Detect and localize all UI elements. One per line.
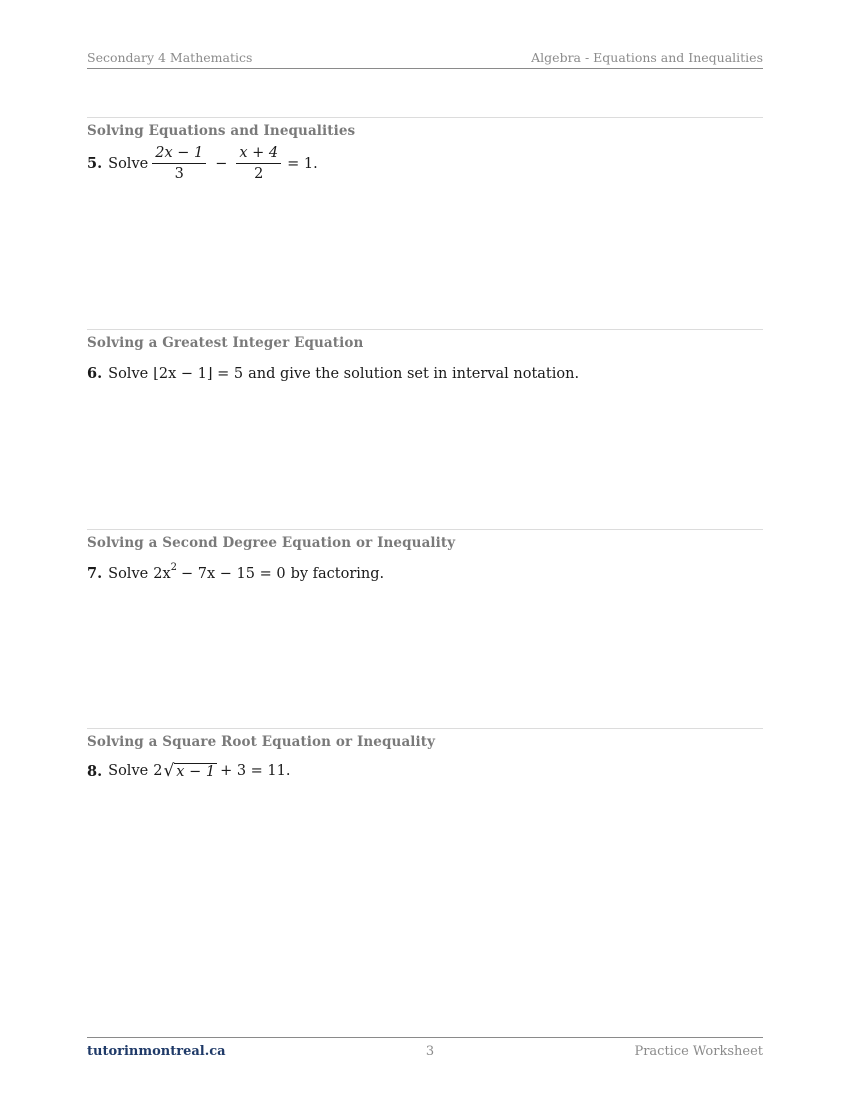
exponent: 2 bbox=[170, 562, 177, 573]
section-divider bbox=[87, 728, 763, 729]
page-number: 3 bbox=[425, 1044, 435, 1059]
section-divider bbox=[87, 529, 763, 530]
footer-site-link[interactable]: tutorinmontreal.ca bbox=[87, 1044, 226, 1059]
floor-expression: ⌊2x − 1⌋ = 5 bbox=[153, 365, 244, 382]
header-course: Secondary 4 Mathematics bbox=[87, 50, 253, 65]
quadratic-term: 2x bbox=[153, 565, 171, 582]
section-5 bbox=[87, 117, 763, 182]
problem-lead: Solve bbox=[108, 155, 149, 172]
problem-7 bbox=[87, 562, 763, 582]
problem-tail: and give the solution set in interval notation. bbox=[248, 365, 580, 382]
problem-lead: Solve bbox=[108, 565, 149, 582]
square-root bbox=[163, 762, 217, 780]
problem-number: 5. bbox=[87, 155, 103, 172]
section-7 bbox=[87, 529, 763, 582]
section-8 bbox=[87, 728, 763, 780]
problem-tail: = 1. bbox=[287, 155, 318, 172]
page-header bbox=[87, 51, 763, 69]
section-divider bbox=[87, 329, 763, 330]
problem-5 bbox=[87, 145, 763, 182]
section-6 bbox=[87, 329, 763, 382]
problem-number: 8. bbox=[87, 762, 103, 780]
problem-lead: Solve bbox=[108, 763, 149, 779]
fraction-2-numerator: x + 4 bbox=[236, 145, 281, 164]
header-topic: Algebra - Equations and Inequalities bbox=[531, 50, 763, 65]
radical-sign-icon: √ bbox=[163, 761, 175, 781]
problem-6 bbox=[87, 365, 763, 382]
fraction-1-numerator: 2x − 1 bbox=[152, 145, 206, 164]
quadratic-rest: − 7x − 15 = 0 bbox=[181, 565, 286, 582]
page-footer bbox=[87, 1037, 763, 1059]
section-title: Solving a Square Root Equation or Inequality bbox=[87, 734, 436, 750]
section-title: Solving a Greatest Integer Equation bbox=[87, 335, 364, 351]
problem-number: 6. bbox=[87, 365, 103, 382]
coefficient: 2 bbox=[153, 763, 163, 779]
fraction-2 bbox=[236, 145, 281, 182]
fraction-2-denominator: 2 bbox=[254, 166, 264, 182]
section-title: Solving a Second Degree Equation or Inequality bbox=[87, 535, 456, 551]
section-divider bbox=[87, 117, 763, 118]
problem-8 bbox=[87, 762, 763, 780]
fraction-1 bbox=[152, 145, 206, 182]
minus-sign: − bbox=[215, 155, 228, 172]
radicand: x − 1 bbox=[176, 764, 216, 780]
section-title: Solving Equations and Inequalities bbox=[87, 123, 356, 139]
problem-number: 7. bbox=[87, 565, 103, 582]
problem-tail: by factoring. bbox=[290, 565, 385, 582]
problem-lead: Solve bbox=[108, 365, 149, 382]
footer-label: Practice Worksheet bbox=[634, 1044, 763, 1059]
fraction-1-denominator: 3 bbox=[174, 166, 184, 182]
problem-tail: + 3 = 11. bbox=[220, 763, 291, 779]
